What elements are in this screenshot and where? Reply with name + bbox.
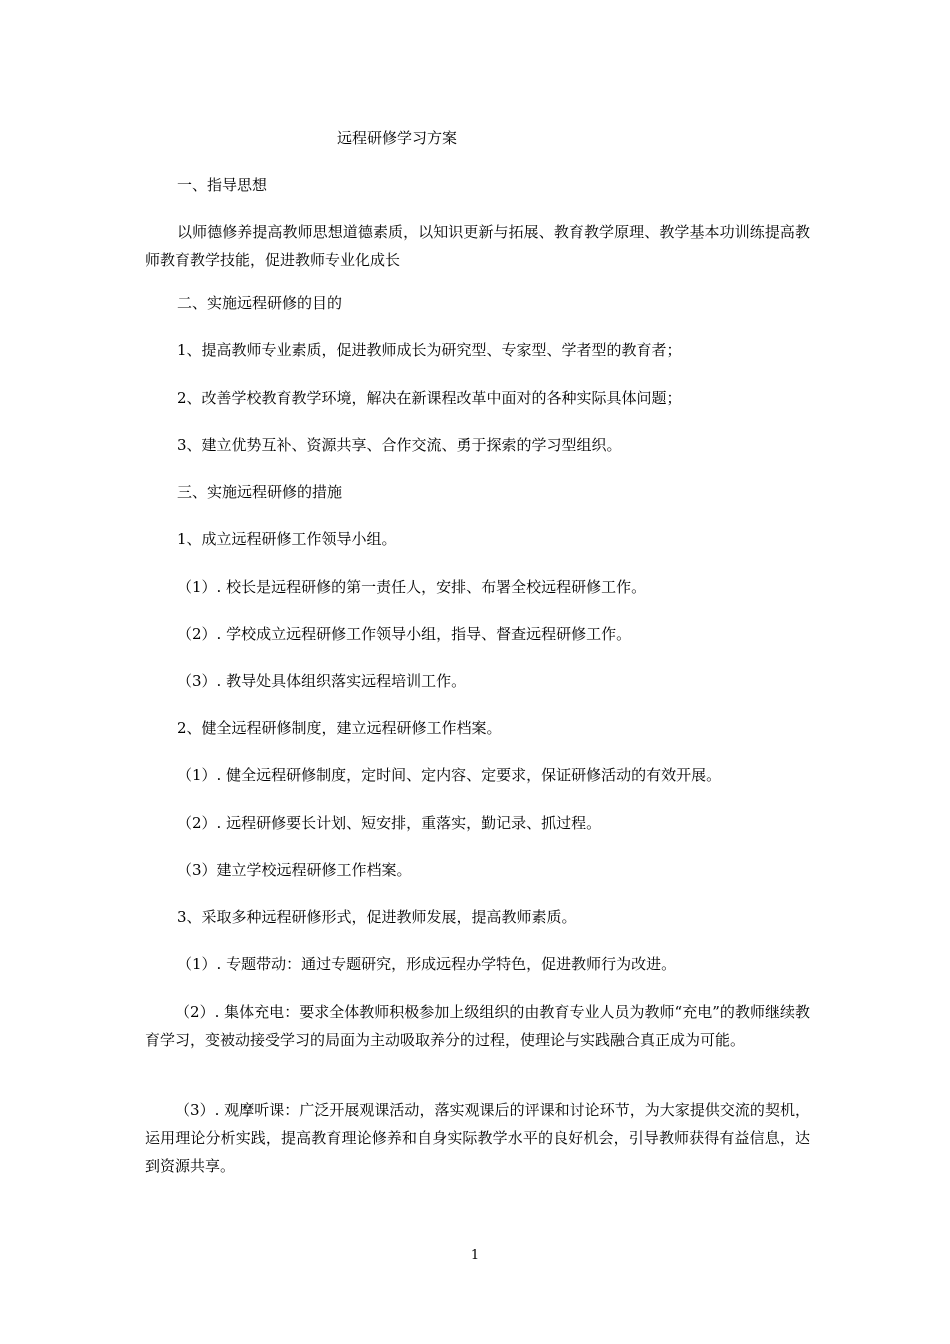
measure-3-sub-2: （2）. 集体充电：要求全体教师积极参加上级组织的由教育专业人员为教师“充电”的教师继续教育学习，变被动接受学习的局面为主动吸取养分的过程，使理论与实践融合真正成为可能。 xyxy=(145,1003,810,1049)
measure-1-sub-3: （3）. 教导处具体组织落实远程培训工作。 xyxy=(177,672,467,690)
measure-3-sub-3: （3）. 观摩听课：广泛开展观课活动，落实观课后的评课和讨论环节，为大家提供交流的契机，运用理论分析实践，提高教育理论修养和自身实际教学水平的良好机会，引导教师获得有益信息，达到资源共享。 xyxy=(145,1101,810,1175)
measure-1-sub-2: （2）. 学校成立远程研修工作领导小组，指导、督查远程研修工作。 xyxy=(177,625,632,643)
measure-2-sub-1: （1）. 健全远程研修制度，定时间、定内容、定要求，保证研修活动的有效开展。 xyxy=(177,766,722,784)
section-heading-measures: 三、实施远程研修的措施 xyxy=(177,483,343,501)
purpose-item-3: 3、建立优势互补、资源共享、合作交流、勇于探索的学习型组织。 xyxy=(177,436,622,454)
page-number: 1 xyxy=(470,1248,480,1263)
measure-1: 1、成立远程研修工作领导小组。 xyxy=(177,530,397,548)
section-heading-purpose: 二、实施远程研修的目的 xyxy=(177,294,343,312)
measure-1-sub-1: （1）. 校长是远程研修的第一责任人，安排、布署全校远程研修工作。 xyxy=(177,578,647,596)
purpose-item-2: 2、改善学校教育教学环境，解决在新课程改革中面对的各种实际具体问题； xyxy=(177,389,682,407)
section-heading-guiding-thought: 一、指导思想 xyxy=(177,176,268,194)
paragraph-guiding-thought: 以师德修养提高教师思想道德素质，以知识更新与拓展、教育教学原理、教学基本功训练提高教师教育教学技能，促进教师专业化成长 xyxy=(145,223,810,269)
measure-2: 2、健全远程研修制度，建立远程研修工作档案。 xyxy=(177,719,502,737)
measure-3: 3、采取多种远程研修形式，促进教师发展，提高教师素质。 xyxy=(177,908,577,926)
purpose-item-1: 1、提高教师专业素质，促进教师成长为研究型、专家型、学者型的教育者； xyxy=(177,341,682,359)
measure-3-sub-1: （1）. 专题带动：通过专题研究，形成远程办学特色，促进教师行为改进。 xyxy=(177,955,677,973)
measure-2-sub-3: （3）建立学校远程研修工作档案。 xyxy=(177,861,412,879)
measure-2-sub-2: （2）. 远程研修要长计划、短安排，重落实，勤记录、抓过程。 xyxy=(177,814,602,832)
document-title: 远程研修学习方案 xyxy=(337,129,458,147)
